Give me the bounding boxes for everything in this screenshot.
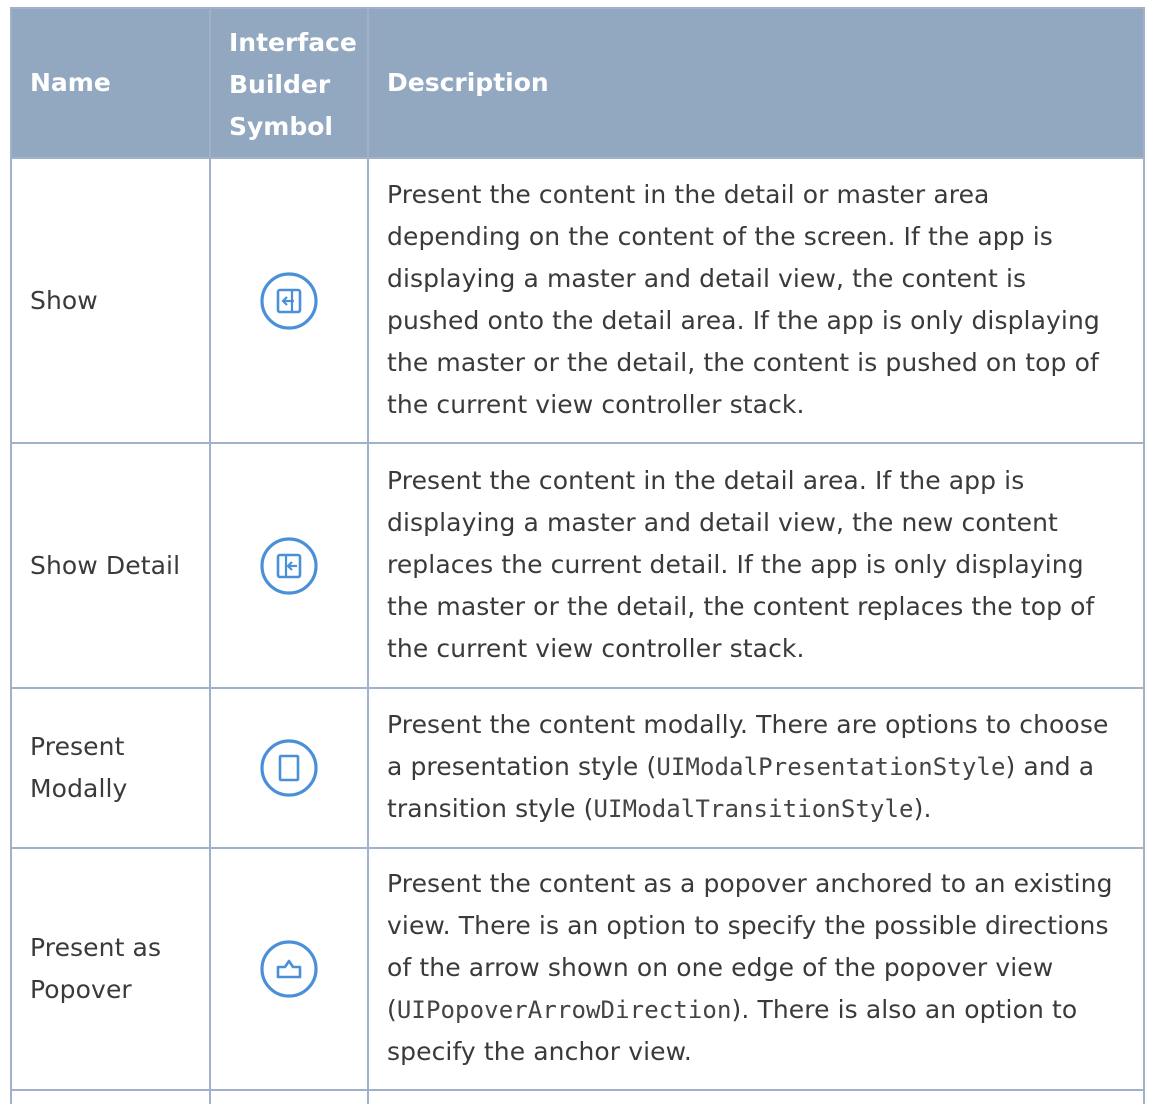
show-segue-icon (259, 271, 319, 331)
popover-segue-icon (259, 939, 319, 999)
segue-name: Show (11, 158, 210, 443)
description-text: ). (913, 794, 932, 823)
code-modal-transition-style: UIModalTransitionStyle (593, 795, 914, 823)
code-popover-arrow-direction: UIPopoverArrowDirection (396, 996, 732, 1024)
empty-cell (11, 1090, 210, 1104)
table-row (11, 158, 1144, 443)
segue-description: Present the content in the detail area. If the app is displaying a master and detail view, the new content replaces the current detail. If the app is only displaying the master or the detail, the content replaces the top of the current view controller stack. (368, 443, 1144, 688)
header-name: Name (11, 8, 210, 158)
segue-description (368, 848, 1144, 1090)
table-row (11, 1090, 1144, 1104)
description-text: Present the content as a popover anchored to an existing view. There is an option to specify the possible directions of the arrow shown on one edge of the popover view ( (387, 869, 1113, 1024)
empty-cell (368, 1090, 1144, 1104)
present-modally-segue-icon (259, 738, 319, 798)
table-header-row (11, 8, 1144, 158)
description-text: ) and a transition style ( (387, 752, 1095, 823)
code-modal-presentation-style: UIModalPresentationStyle (656, 753, 1006, 781)
empty-cell (210, 1090, 368, 1104)
description-text: ). There is also an option to specify the anchor view. (387, 995, 1078, 1066)
table-row (11, 848, 1144, 1090)
show-detail-segue-icon (259, 536, 319, 596)
table-row (11, 443, 1144, 688)
table-row (11, 688, 1144, 848)
segue-name: Present Modally (11, 688, 210, 848)
segue-description (368, 688, 1144, 848)
segue-description: Present the content in the detail or master area depending on the content of the screen. If the app is displaying a master and detail view, the content is pushed onto the detail area. If the app is only displaying the master or the detail, the content is pushed on top of the current view controller stack. (368, 158, 1144, 443)
header-symbol: Interface Builder Symbol (210, 8, 368, 158)
description-text: Present the content modally. There are options to choose a presentation style ( (387, 710, 1109, 781)
segue-name: Show Detail (11, 443, 210, 688)
segue-name: Present as Popover (11, 848, 210, 1090)
segue-types-table (10, 7, 1145, 1104)
header-description: Description (368, 8, 1144, 158)
